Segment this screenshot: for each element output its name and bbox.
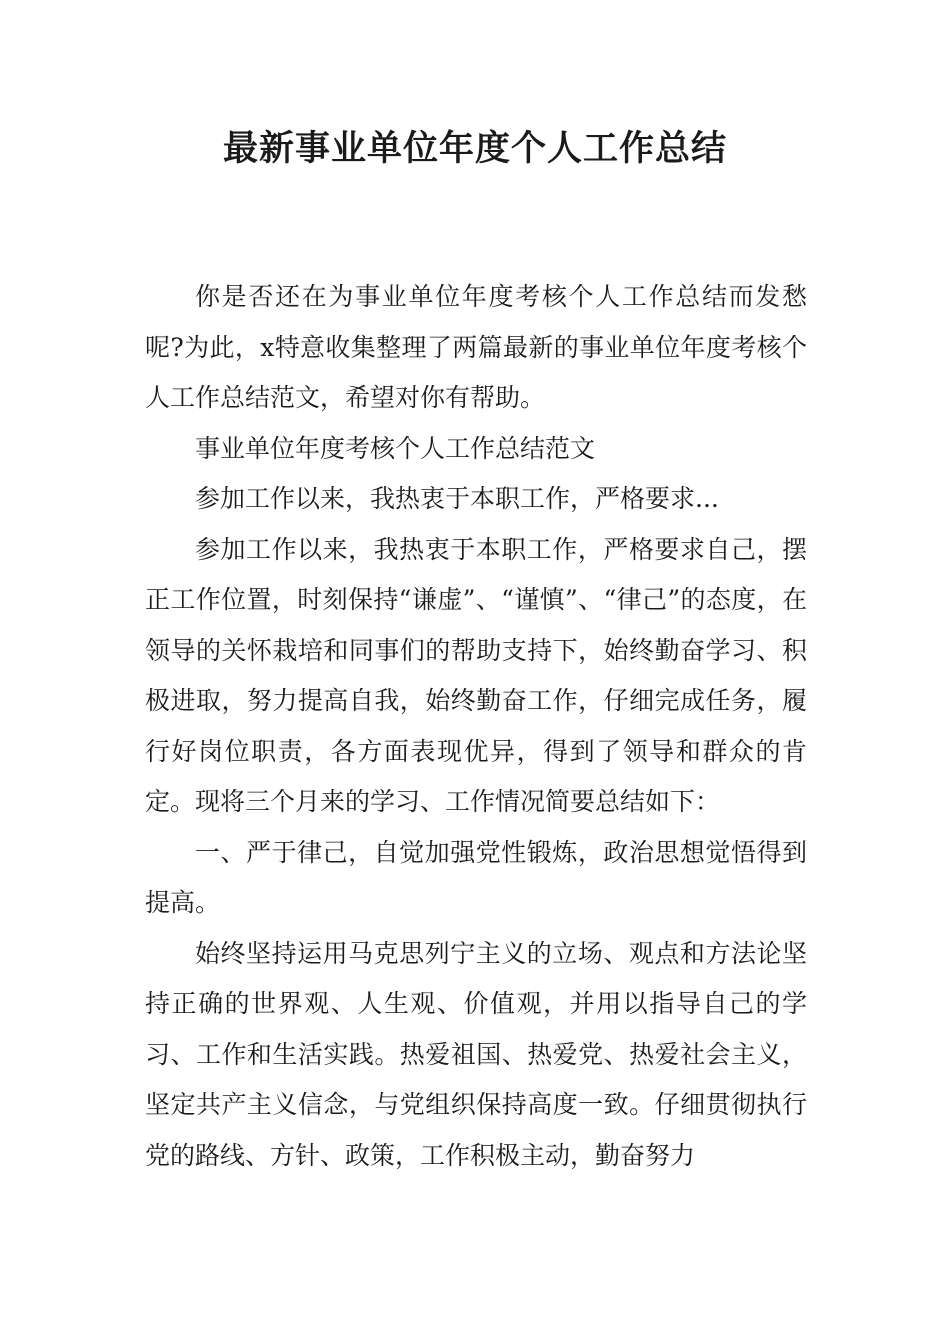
excerpt-paragraph: 参加工作以来，我热衷于本职工作，严格要求... (195, 484, 719, 513)
sample-heading: 事业单位年度考核个人工作总结范文 (195, 433, 596, 463)
body-paragraph: 始终坚持运用马克思列宁主义的立场、观点和方法论坚持正确的世界观、人生观、价值观，并用以指导自己的学习、工作和生活实践。热爱祖国、热爱党、热爱社会主义，坚定共产主义信念，与党组织保持高度一致。仔细贯彻执行党的路线、方针、政策，工作积极主动，勤奋努力 (145, 938, 807, 1170)
document-body (145, 272, 807, 1181)
intro-paragraph: 你是否还在为事业单位年度考核个人工作总结而发愁呢?为此，x特意收集整理了两篇最新的事业单位年度考核个人工作总结范文，希望对你有帮助。 (145, 282, 807, 412)
body-paragraph: 参加工作以来，我热衷于本职工作，严格要求自己，摆正工作位置，时刻保持“谦虚”、“谨慎”、“律己”的态度，在领导的关怀栽培和同事们的帮助支持下，始终勤奋学习、积极进取，努力提高自我，始终勤奋工作，仔细完成任务，履行好岗位职责，各方面表现优异，得到了领导和群众的肯定。现将三个月来的学习、工作情况简要总结如下： (145, 534, 807, 816)
section-heading: 一、严于律己，自觉加强党性锻炼，政治思想觉悟得到提高。 (145, 837, 807, 917)
document-title: 最新事业单位年度个人工作总结 (222, 129, 727, 169)
